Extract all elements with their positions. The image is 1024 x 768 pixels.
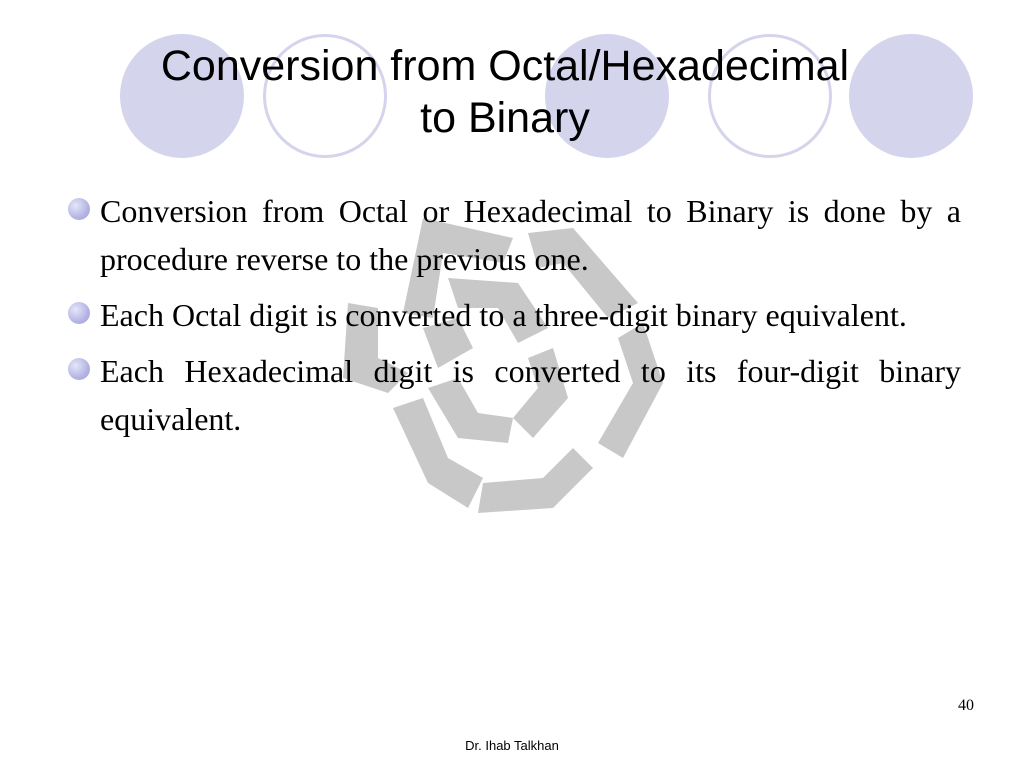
bullet-text: Each Octal digit is converted to a three-digit binary equivalent. [100, 297, 907, 333]
footer-author: Dr. Ihab Talkhan [465, 738, 559, 753]
bullet-list [68, 187, 961, 451]
slide-title-line-2: to Binary [420, 94, 590, 142]
bullet-icon [68, 198, 90, 220]
bullet-text: Each Hexadecimal digit is converted to its four-digit binary equivalent. [100, 353, 961, 437]
bullet-icon [68, 358, 90, 380]
slide-title [60, 40, 950, 144]
list-item [68, 347, 961, 443]
list-item [68, 291, 961, 339]
list-item [68, 187, 961, 283]
bullet-icon [68, 302, 90, 324]
bullet-text: Conversion from Octal or Hexadecimal to Binary is done by a procedure reverse to the previous one. [100, 193, 961, 277]
slide-title-line-1: Conversion from Octal/Hexadecimal [160, 42, 850, 90]
page-number: 40 [958, 697, 974, 714]
